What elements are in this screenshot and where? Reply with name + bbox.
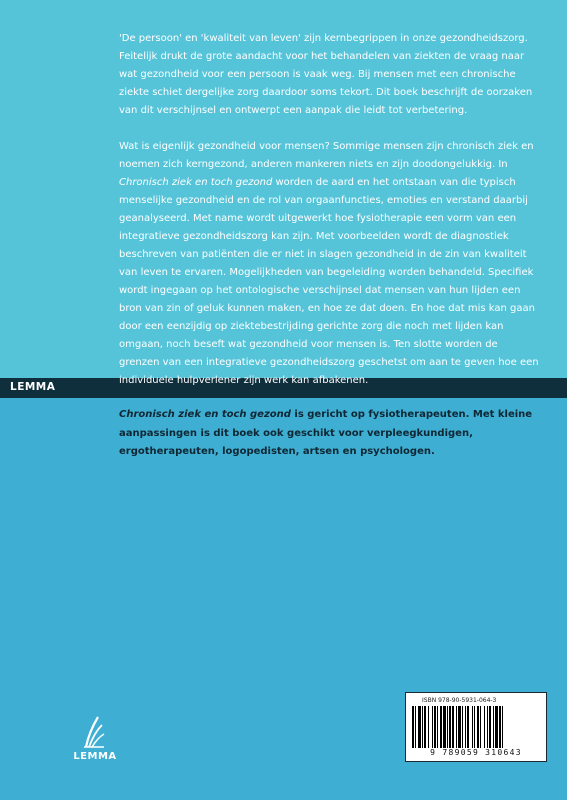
- audience-paragraph: [119, 406, 549, 462]
- barcode-number: 9 789059 310643: [430, 748, 522, 757]
- p3-body: is gericht op fysiotherapeuten. Met kleine aanpassingen is dit boek ook geschikt voor verpleegkundigen, ergotherapeuten, logopedisten, artsen en psychologen.: [119, 409, 533, 457]
- barcode: [405, 692, 547, 762]
- isbn-label: ISBN 978-90-5931-064-3: [422, 697, 497, 704]
- blurb-paragraph-1: 'De persoon' en 'kwaliteit van leven' zijn kernbegrippen in onze gezondheidszorg. Feitelijk drukt de grote aandacht voor het behandelen van ziekten de vraag naar wat gezondheid voor een persoon is vaak weg. Bij mensen met een chronische ziekte schiet dergelijke zorg daardoor soms tekort. Dit boek beschrijft de oorzaken van dit verschijnsel en ontwerpt een aanpak die leidt tot verbetering.: [119, 33, 533, 116]
- p2-body: worden de aard en het ontstaan van die typisch menselijke gezondheid en de rol van orgaanfuncties, emoties en verstand daarbij geanalyseerd. Met name wordt uitgewerkt hoe fysiotherapie een vorm van een integratieve gezondheidszorg kan zijn. Met voorbeelden wordt de diagnostiek beschreven van patiënten die er niet in slagen gezondheid in de zin van kwaliteit van leven te ervaren. Mogelijkheden van begeleiding worden behandeld. Specifiek wordt ingegaan op het ontologische verschijnsel dat mensen van hun lijden een bron van zin of geluk kunnen maken, en hoe ze dat doen. En hoe dat mis kan gaan door een eenzijdig op ziektebestrijding gerichte zorg die noch met lijden kan omgaan, noch beseft wat gezondheid voor mensen is. Ten slotte worden de grenzen van een integratieve gezondheidszorg geschetst om aan te geven hoe een individuele hulpverlener zijn werk kan afbakenen.: [119, 177, 539, 386]
- p2-intro: Wat is eigenlijk gezondheid voor mensen? Sommige mensen zijn chronisch ziek en noemen zich kerngezond, anderen mankeren niets en zijn doodongelukkig. In: [119, 141, 534, 170]
- p3-book-title: Chronisch ziek en toch gezond: [119, 409, 291, 420]
- blurb-paragraph-2: [119, 138, 539, 390]
- publisher-logo-text: LEMMA: [73, 751, 117, 762]
- band-label: LEMMA: [10, 381, 56, 393]
- p2-book-title: Chronisch ziek en toch gezond: [119, 177, 273, 188]
- book-pages-icon: [82, 715, 106, 749]
- barcode-bars: [412, 706, 540, 748]
